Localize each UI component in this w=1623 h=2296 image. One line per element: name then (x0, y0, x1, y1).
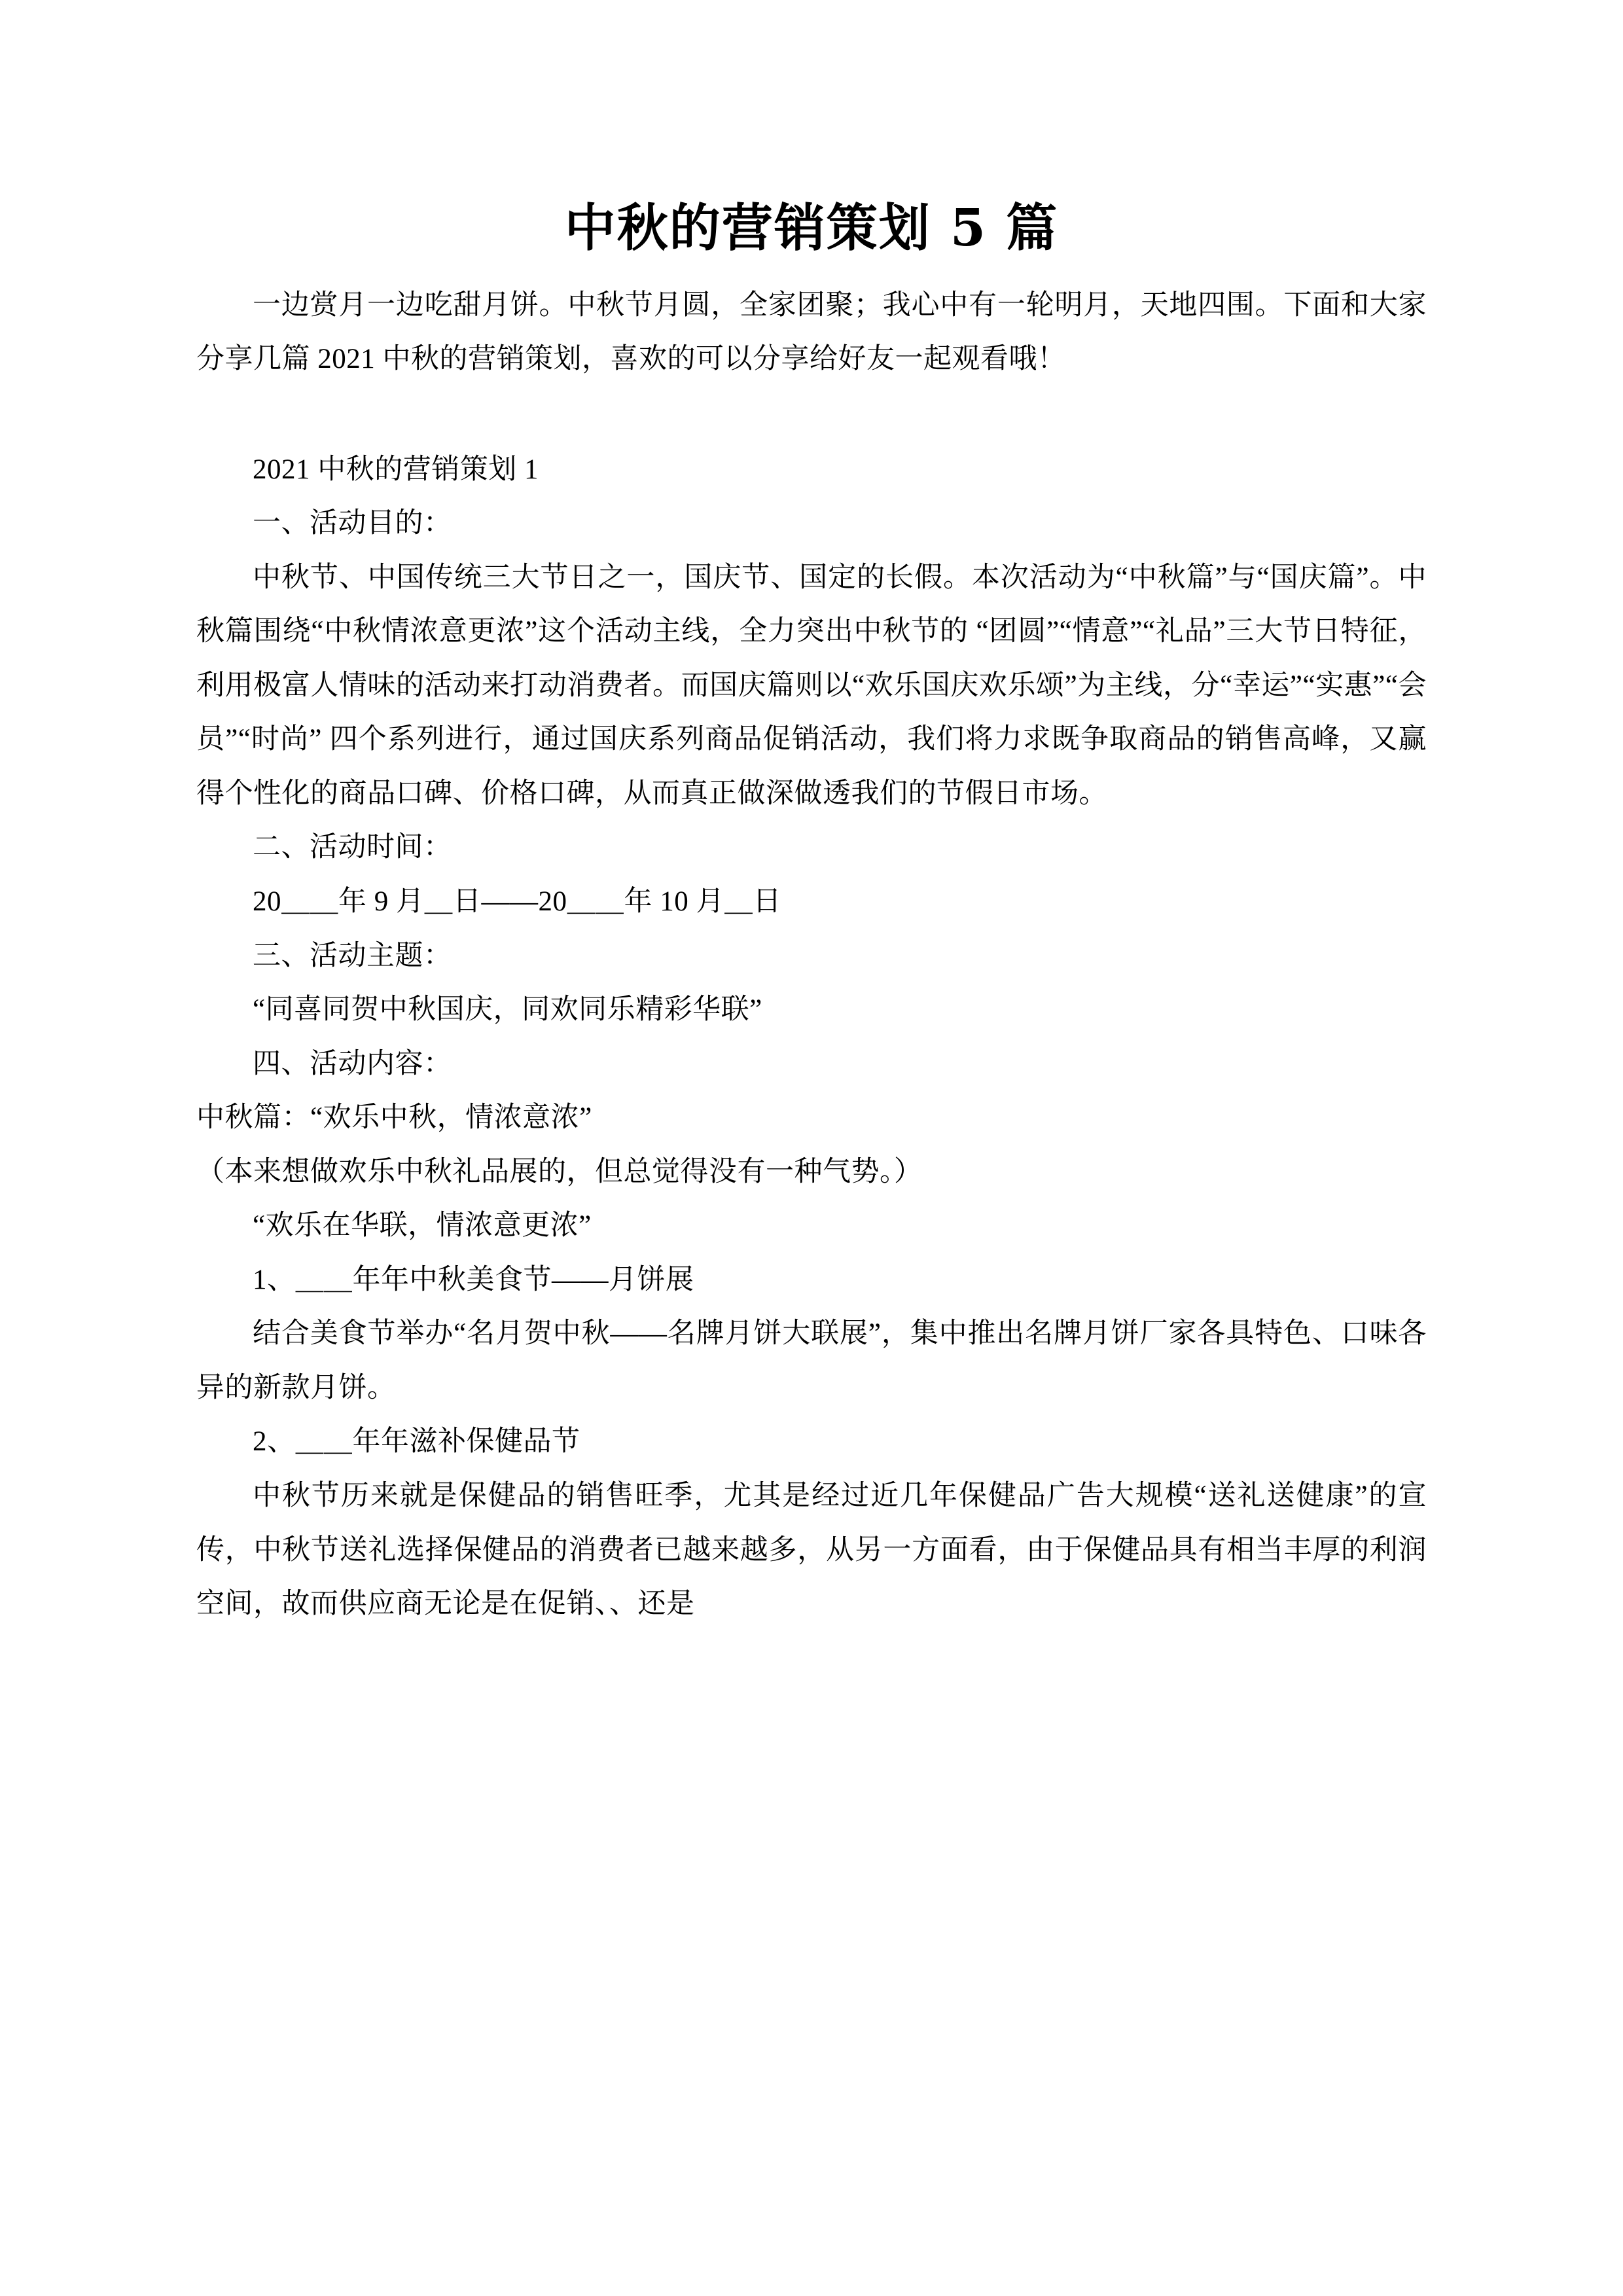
section-time-body: 20＿＿年 9 月＿日——20＿＿年 10 月＿日 (253, 886, 781, 917)
section-content-heading: 四、活动内容： (253, 1048, 452, 1079)
list-item-1-heading: 1、＿＿年年中秋美食节——月饼展 (253, 1264, 694, 1295)
page-title: 中秋的营销策划 5 篇 (564, 198, 1059, 258)
paragraph-spacer (196, 387, 1427, 443)
paragraph-intro: 一边赏月一边吃甜月饼。中秋节月圆，全家团聚；我心中有一轮明月，天地四围。下面和大家分享几篇 2021 中秋的营销策划，喜欢的可以分享给好友一起观看哦！ (196, 289, 1427, 375)
list-item-2-heading: 2、＿＿年年滋补保健品节 (253, 1426, 580, 1458)
content-slogan-line: “欢乐在华联，情浓意更浓” (253, 1210, 592, 1242)
section-purpose-heading: 一、活动目的： (253, 508, 452, 539)
section-theme-heading: 三、活动主题： (253, 940, 452, 971)
content-note-line: （本来想做欢乐中秋礼品展的，但总觉得没有一种气势。） (196, 1156, 923, 1187)
list-item-2-body: 中秋节历来就是保健品的销售旺季，尤其是经过近几年保健品广告大规模“送礼送健康”的宣传，中秋节送礼选择保健品的消费者已越来越多，从另一方面看，由于保健品具有相当丰厚的利润空间，故而供应商无论是在促销、、还是 (196, 1480, 1427, 1620)
section-theme-body: “同喜同贺中秋国庆，同欢同乐精彩华联” (253, 994, 762, 1026)
heading-plan-1: 2021 中秋的营销策划 1 (253, 454, 539, 485)
content-midautumn-line: 中秋篇：“欢乐中秋，情浓意浓” (196, 1102, 592, 1134)
section-purpose-body: 中秋节、中国传统三大节日之一，国庆节、国定的长假。本次活动为“中秋篇”与“国庆篇”。中秋篇围绕“中秋情浓意更浓”这个活动主线，全力突出中秋节的 “团圆”“情意”“礼品”三大节日特征，利用极富人情味的活动来打动消费者。而国庆篇则以“欢乐国庆欢乐颂”为主线，分“幸运”“实惠”“会员”“时尚” 四个系列进行，通过国庆系列商品促销活动，我们将力求既争取商品的销售高峰，又赢得个性化的商品口碑、价格口碑，从而真正做深做透我们的节假日市场。 (196, 562, 1427, 809)
section-time-heading: 二、活动时间： (253, 832, 452, 863)
list-item-1-body: 结合美食节举办“名月贺中秋——名牌月饼大联展”，集中推出名牌月饼厂家各具特色、口味各异的新款月饼。 (196, 1318, 1427, 1403)
